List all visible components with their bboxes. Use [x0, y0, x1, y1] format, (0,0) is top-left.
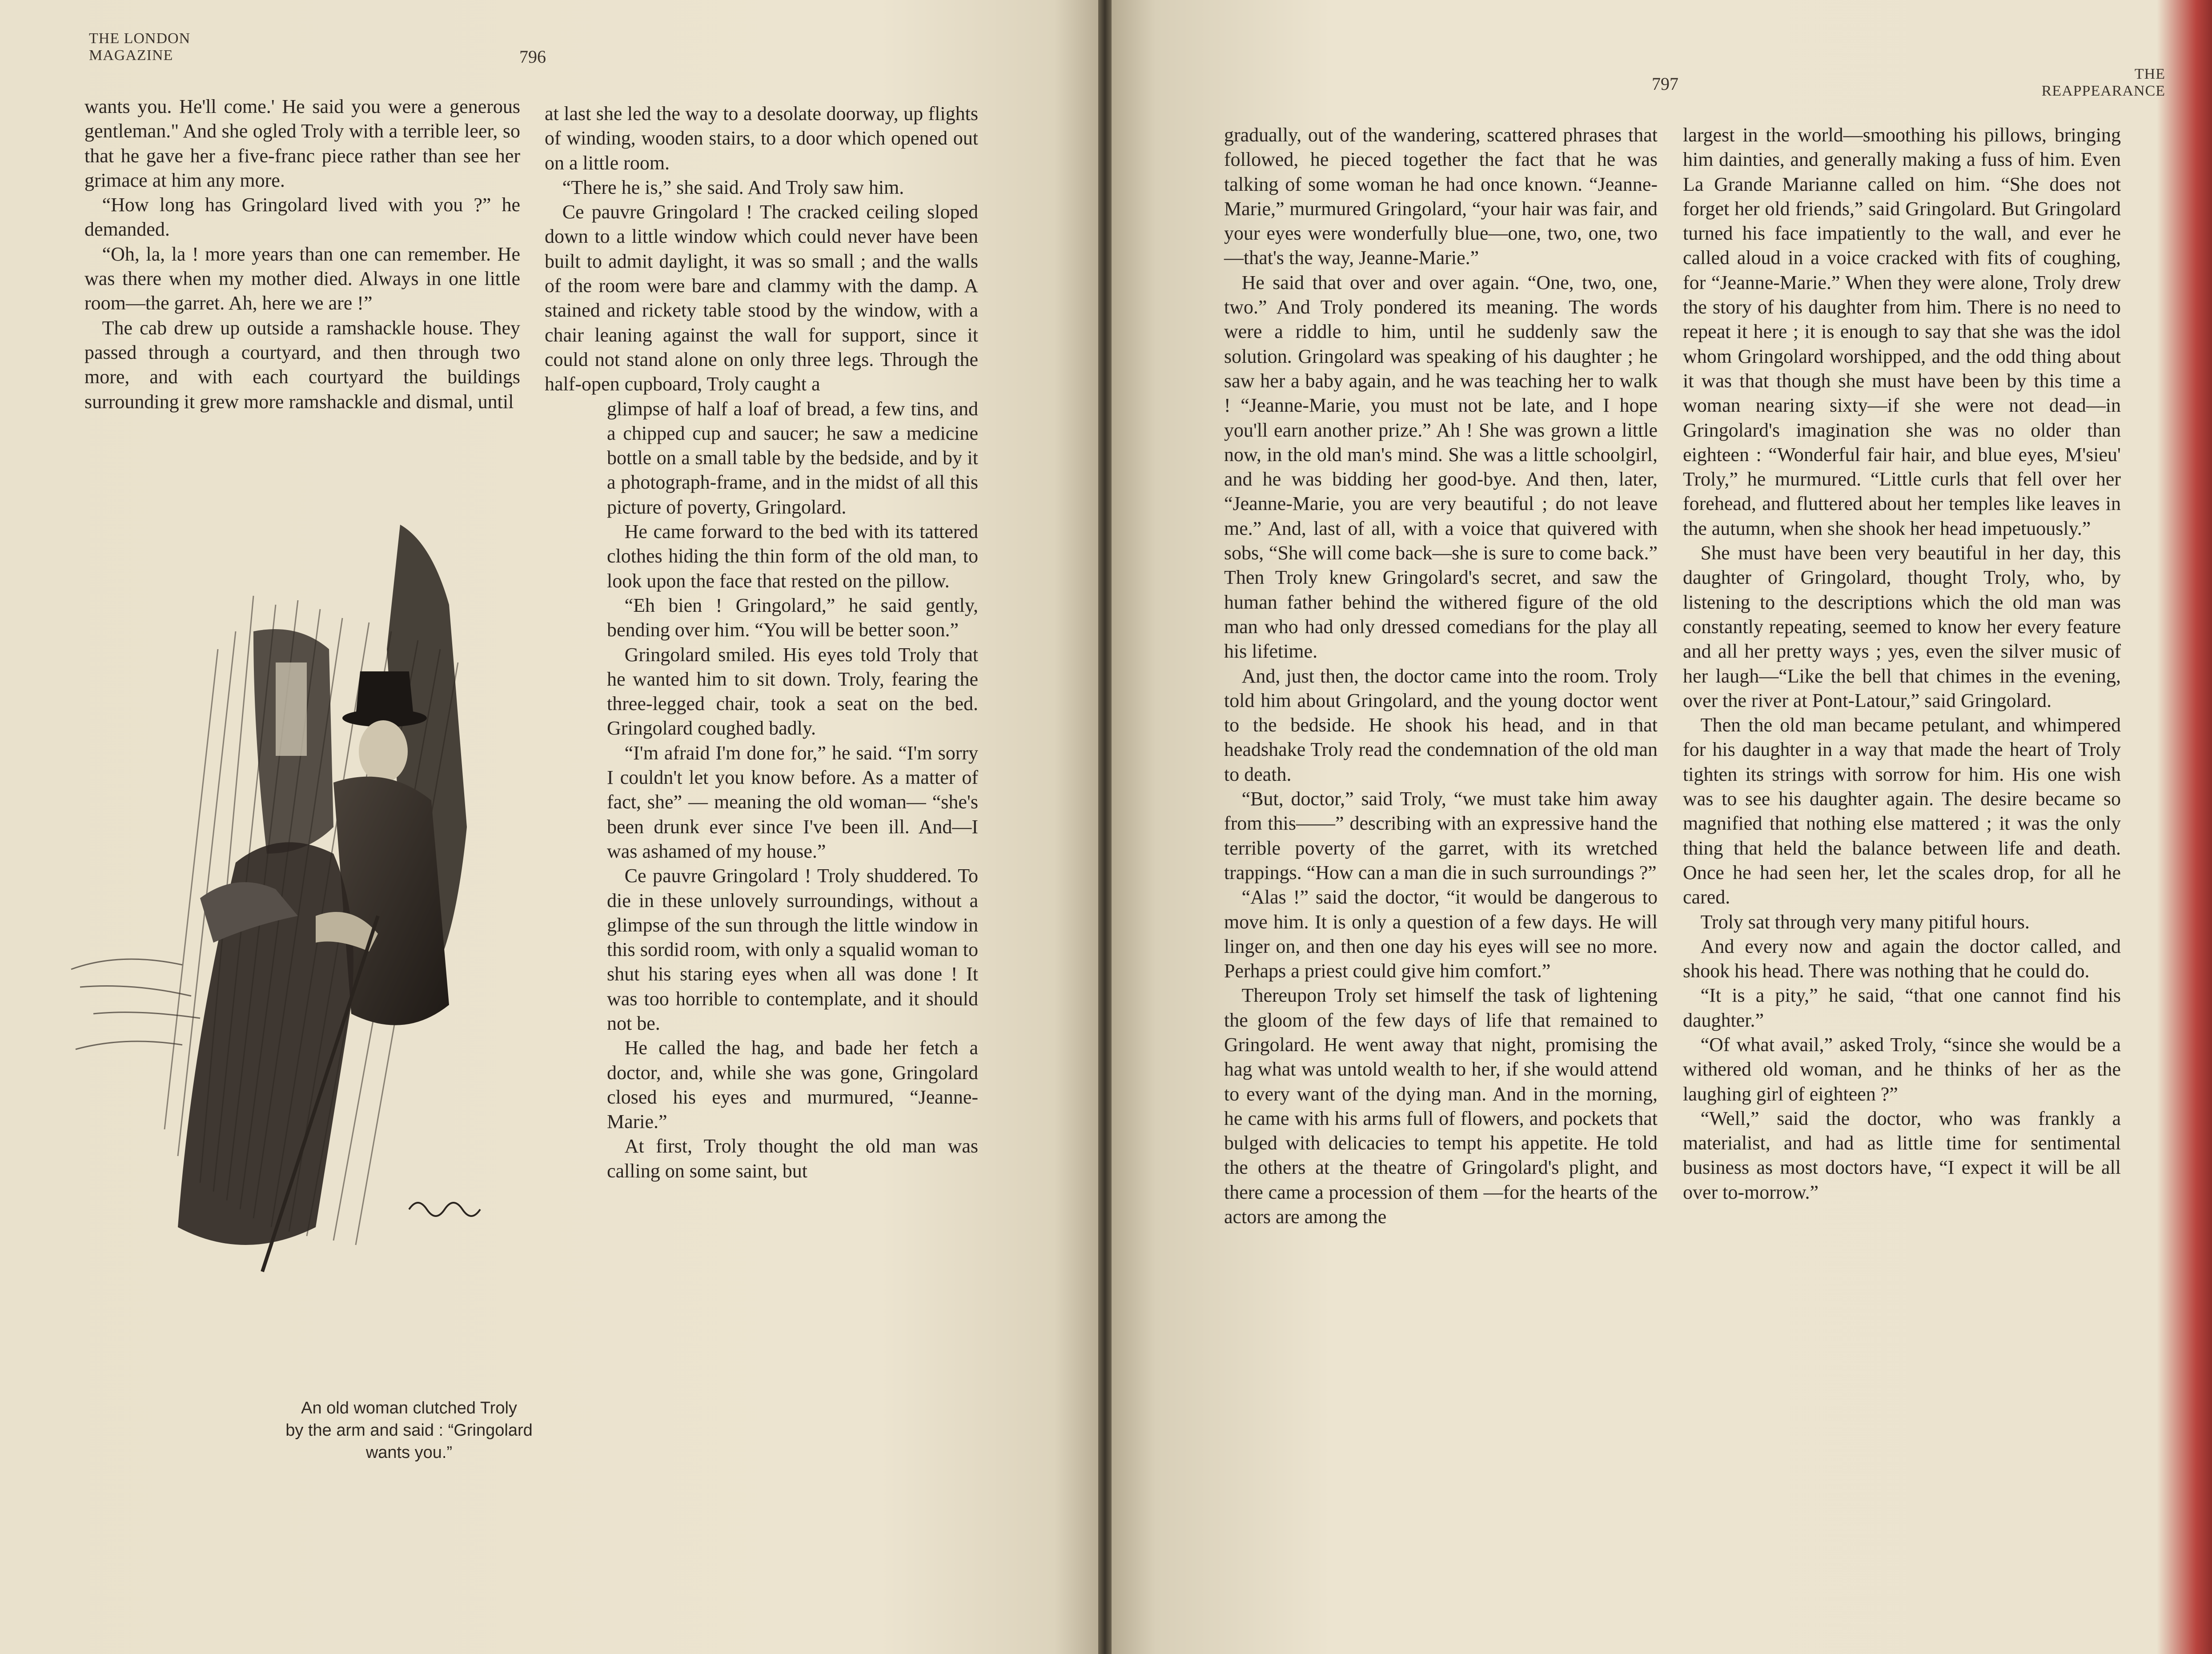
- right-page: [1112, 0, 2212, 1654]
- paragraph: He called the hag, and bade her fetch a doctor, and, while she was gone, Gringolard closed his eyes and murmured, “Jeanne-Marie.”: [607, 1037, 978, 1133]
- artist-signature: [409, 1203, 480, 1216]
- paragraph: “But, doctor,” said Troly, “we must take him away from this——” describing with an expressive hand the terrible poverty of the garret, with its wretched trappings. “How can a man die in such surroundings ?”: [1224, 788, 1658, 883]
- paragraph: And, just then, the doctor came into the room. Troly told him about Gringolard, and the young doctor went to the bedside. He shook his head, and in that headshake Troly read the condemnation of the old man to death.: [1224, 665, 1658, 785]
- paragraph: “Eh bien ! Gringolard,” he said gently, bending over him. “You will be better soon.”: [607, 594, 978, 641]
- book-gutter: [1098, 0, 1112, 1654]
- paragraph: Then the old man became petulant, and whimpered for his daughter in a way that made the heart of Troly tighten its strings with sorrow for him. His one wish was to see his daughter again. The desire became so magnified that nothing else mattered ; it was the only thing that held the balance between life and death. Once he had seen her, let the scales drop, for all he cared.: [1683, 714, 2121, 908]
- paragraph: “There he is,” she said. And Troly saw him.: [562, 176, 904, 198]
- paragraph: “It is a pity,” he said, “that one cannot find his daughter.”: [1683, 984, 2121, 1031]
- paragraph: Ce pauvre Gringolard ! The cracked ceiling sloped down to a little window which could never have been built to admit daylight, it was so small ; and the walls of the room were bare and clammy with the damp. A stained and rickety table stood by the window, with a chair leaning against the wall for support, since it could not stand alone on only three legs. Through the half-open cupboard, Troly caught a: [545, 201, 978, 395]
- paragraph: “I'm afraid I'm done for,” he said. “I'm sorry I couldn't let you know before. As a matter of fact, she” — meaning the old woman— “she's been drunk ever since I've been ill. And—I was ashamed of my house.”: [607, 742, 978, 862]
- window-light: [276, 662, 307, 756]
- paragraph: “Oh, la, la ! more years than one can remember. He was there when my mother died. Always in one little room—the garret. Ah, here we are !”: [84, 243, 520, 314]
- left-column-1: [84, 94, 520, 414]
- text-beside-illustration: [545, 397, 978, 1184]
- right-column-1: [1224, 123, 1658, 1229]
- paragraph: “Alas !” said the doctor, “it would be dangerous to move him. It is only a question of a few days. He will linger on, and then one day his eyes will see no more. Perhaps a priest could give him comfort.”: [1224, 886, 1658, 982]
- running-head-line: THE: [2134, 66, 2165, 82]
- paragraph: She must have been very beautiful in her day, this daughter of Gringolard, thought Troly, who, by listening to the descriptions which the old man was constantly repeating, seemed to know her every feature and all her pretty ways ; yes, even the silver music of her laugh—“Like the bell that chimes in the evening, over the river at Pont-Latour,” said Gringolard.: [1683, 542, 2121, 711]
- old-woman-figure: [178, 842, 378, 1245]
- caption-line: An old woman clutched Troly: [301, 1399, 517, 1417]
- paragraph: He said that over and over again. “One, two, one, two.” And Troly pondered its meaning. The words were a riddle to him, until he suddenly saw the solution. Gringolard was speaking of his daughter ; he saw her a baby again, and he was teaching her to walk ! “Jeanne-Marie, you must not be late, and I hope you'll earn another prize.” Ah ! She was grown a little now, in the old man's mind. She was a little schoolgirl, and he was bidding her good-bye. And then, later, “Jeanne-Marie, you are very beautiful ; do not leave me.” And, last of all, with a voice that quivered with sobs, “She will come back—she is sure to come back.” Then Troly knew Gringolard's secret, and saw the human father behind the withered figure of the old man who had only dressed comedians for the play all his lifetime.: [1224, 271, 1658, 662]
- left-column-2: [545, 101, 978, 1183]
- paragraph: He came forward to the bed with its tattered clothes hiding the thin form of the old man, to look upon the face that rested on the pillow.: [607, 521, 978, 592]
- paragraph: at last she led the way to a desolate doorway, up flights of winding, wooden stairs, to a door which opened out on a little room.: [545, 103, 978, 174]
- paragraph: At first, Troly thought the old man was calling on some saint, but: [607, 1135, 978, 1182]
- caption-line: by the arm and said : “Gringolard: [285, 1421, 533, 1440]
- running-head-line: MAGAZINE: [89, 47, 173, 64]
- running-head-right: [2019, 66, 2165, 100]
- paragraph: gradually, out of the wandering, scattered phrases that followed, he pieced together the fact that he was talking of some woman he had once known. “Jeanne-Marie,” murmured Gringolard, “your hair was fair, and your eyes were wonderfully blue—one, two, one, two—that's the way, Jeanne-Marie.”: [1224, 124, 1658, 269]
- left-page: [0, 0, 1098, 1654]
- pen-illustration: [67, 516, 582, 1281]
- paragraph: “Of what avail,” asked Troly, “since she would be a withered old woman, and he thinks of her as the laughing girl of eighteen ?”: [1683, 1033, 2121, 1105]
- paragraph: The cab drew up outside a ramshackle house. They passed through a courtyard, and then through two more, and with each courtyard the buildings surrounding it grew more ramshackle and dismal, until: [84, 317, 520, 413]
- paragraph: Thereupon Troly set himself the task of lightening the gloom of the few days of life that remained to Gringolard. He went away that night, promising the hag what was untold wealth to her, if she would attend to every want of the dying man. And in the morning, he came with his arms full of flowers, and pockets that bulged with delicacies to tempt his appetite. He told the others at the theatre of Gringolard's plight, and there came a procession of them —for the hearts of the actors are among the: [1224, 984, 1658, 1228]
- paragraph: Troly sat through very many pitiful hours.: [1700, 911, 2030, 933]
- paragraph: “Well,” said the doctor, who was frankly a materialist, and had as little time for sentimental business as most doctors have, “I expect it will be all over to-morrow.”: [1683, 1107, 2121, 1203]
- paragraph: “How long has Gringolard lived with you ?” he demanded.: [84, 194, 520, 241]
- running-head-line: REAPPEARANCE: [2041, 83, 2165, 99]
- paragraph: Ce pauvre Gringolard ! Troly shuddered. To die in these unlovely surroundings, without a glimpse of the sun through the little window in this sordid room, with only a squalid woman to shut his staring eyes when all was done ! It was too horrible to contemplate, and it should not be.: [607, 865, 978, 1034]
- paragraph: largest in the world—smoothing his pillows, bringing him dainties, and generally making a fuss of him. Even La Grande Marianne called on him. “She does not forget her old friends,” said Gringolard. But Gringolard turned his face impatiently to the wall, and ever he called aloud in a voice cracked with fits of coughing, for “Jeanne-Marie.” When they were alone, Troly drew the story of his daughter from him. There is no need to repeat it here ; it is enough to say that she was the idol whom Gringolard worshipped, and the odd thing about it was that though she must have been by this time a woman nearing sixty—if she were not dead—in Gringolard's imagination she was no older than eighteen : “Wonderful fair hair, and blue eyes, M'sieu' Troly,” he murmured. “Little curls that fell over her forehead, and fluttered about her temples like leaves in the autumn, when she shook her head impetuously.”: [1683, 124, 2121, 539]
- caption-line: wants you.”: [365, 1443, 453, 1462]
- paragraph: And every now and again the doctor called, and shook his head. There was nothing that he could do.: [1683, 935, 2121, 982]
- paragraph: wants you. He'll come.' He said you were a generous gentleman." And she ogled Troly with a terrible leer, so that he gave her a five-franc piece rather than see her grimace at him any more.: [84, 96, 520, 191]
- right-column-2: [1683, 123, 2121, 1204]
- running-head-line: THE LONDON: [89, 30, 191, 47]
- paragraph: Gringolard smiled. His eyes told Troly that he wanted him to sit down. Troly, fearing the three-legged chair, took a seat on the bed. Gringolard coughed badly.: [607, 643, 978, 739]
- paragraph: glimpse of half a loaf of bread, a few tins, and a chipped cup and saucer; he saw a medicine bottle on a small table by the bedside, and by it a photograph-frame, and in the midst of all this picture of poverty, Gringolard.: [607, 397, 978, 518]
- running-head-left: [89, 30, 190, 64]
- page-number-left: 796: [519, 47, 546, 67]
- page-number-right: 797: [1652, 74, 1678, 94]
- illustration-caption: [249, 1397, 569, 1464]
